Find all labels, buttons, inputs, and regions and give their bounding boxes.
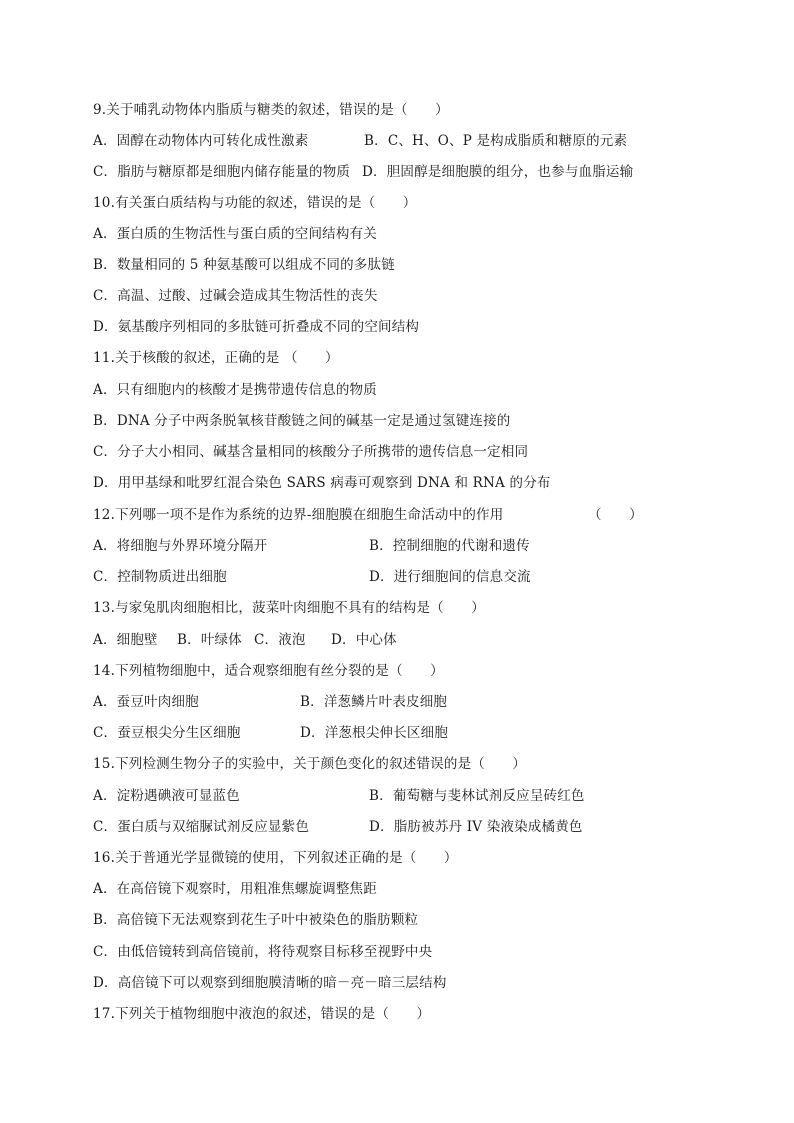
question-16-option-c: C．由低倍镜转到高倍镜前，将待观察目标移至视野中央 xyxy=(93,944,433,960)
question-14-option-b: B．洋葱鳞片叶表皮细胞 xyxy=(300,694,448,710)
question-12-answer-paren: （ ） xyxy=(588,507,643,523)
question-9-option-a: A．固醇在动物体内可转化成性激素 xyxy=(93,133,309,149)
question-15-option-b: B．葡萄糖与斐林试剂反应呈砖红色 xyxy=(369,788,585,804)
question-16-option-b: B．高倍镜下无法观察到花生子叶中被染色的脂肪颗粒 xyxy=(93,912,419,928)
question-10-stem: 10.有关蛋白质结构与功能的叙述，错误的是（ ） xyxy=(93,195,417,211)
question-14-option-c: C．蚕豆根尖分生区细胞 xyxy=(93,725,241,741)
question-13-stem: 13.与家兔肌肉细胞相比，菠菜叶肉细胞不具有的结构是（ ） xyxy=(93,600,485,616)
question-13-option-b: B．叶绿体 xyxy=(177,632,242,648)
question-13-option-d: D．中心体 xyxy=(331,632,397,648)
question-15-option-c: C．蛋白质与双缩脲试剂反应显紫色 xyxy=(93,819,310,835)
question-10-option-c: C．高温、过酸、过碱会造成其生物活性的丧失 xyxy=(93,288,378,304)
question-16-option-d: D．高倍镜下可以观察到细胞膜清晰的暗－亮－暗三层结构 xyxy=(93,975,447,991)
question-11-option-a: A．只有细胞内的核酸才是携带遗传信息的物质 xyxy=(93,382,377,398)
question-10-option-d: D．氨基酸序列相同的多肽链可折叠成不同的空间结构 xyxy=(93,319,420,335)
question-9-option-c: C．脂肪与糖原都是细胞内储存能量的物质 xyxy=(93,164,351,180)
question-14-option-a: A．蚕豆叶肉细胞 xyxy=(93,694,199,710)
question-12-option-d: D．进行细胞间的信息交流 xyxy=(369,569,531,585)
question-17-stem: 17.下列关于植物细胞中液泡的叙述，错误的是（ ） xyxy=(93,1006,431,1022)
question-15-option-d: D．脂肪被苏丹 IV 染液染成橘黄色 xyxy=(369,819,583,835)
question-14-stem: 14.下列植物细胞中，适合观察细胞有丝分裂的是（ ） xyxy=(93,663,444,679)
question-11-option-b: B．DNA 分子中两条脱氧核苷酸链之间的碱基一定是通过氢键连接的 xyxy=(93,413,511,429)
question-10-option-b: B．数量相同的 5 种氨基酸可以组成不同的多肽链 xyxy=(93,257,395,273)
question-14-option-d: D．洋葱根尖伸长区细胞 xyxy=(300,725,449,741)
question-13-option-a: A．细胞壁 xyxy=(93,632,158,648)
question-12-option-c: C．控制物质进出细胞 xyxy=(93,569,227,585)
question-16-option-a: A．在高倍镜下观察时，用粗准焦螺旋调整焦距 xyxy=(93,881,377,897)
question-15-option-a: A．淀粉遇碘液可显蓝色 xyxy=(93,788,240,804)
question-9-stem: 9.关于哺乳动物体内脂质与糖类的叙述，错误的是（ ） xyxy=(93,102,449,118)
question-11-stem: 11.关于核酸的叙述，正确的是 （ ） xyxy=(93,350,339,366)
question-11-option-d: D．用甲基绿和吡罗红混合染色 SARS 病毒可观察到 DNA 和 RNA 的分布 xyxy=(93,475,551,491)
question-9-option-d: D．胆固醇是细胞膜的组分，也参与血脂运输 xyxy=(362,164,634,180)
question-12-option-a: A．将细胞与外界环境分隔开 xyxy=(93,538,268,554)
question-10-option-a: A．蛋白质的生物活性与蛋白质的空间结构有关 xyxy=(93,226,377,242)
question-12-option-b: B．控制细胞的代谢和遗传 xyxy=(369,538,530,554)
question-9-option-b: B．C、H、O、P 是构成脂质和糖原的元素 xyxy=(364,133,628,149)
question-13-option-c: C．液泡 xyxy=(254,632,306,648)
question-12-stem: 12.下列哪一项不是作为系统的边界-细胞膜在细胞生命活动中的作用 xyxy=(93,507,504,523)
question-11-option-c: C．分子大小相同、碱基含量相同的核酸分子所携带的遗传信息一定相同 xyxy=(93,444,529,460)
question-16-stem: 16.关于普通光学显微镜的使用，下列叙述正确的是（ ） xyxy=(93,850,458,866)
question-15-stem: 15.下列检测生物分子的实验中，关于颜色变化的叙述错误的是（ ） xyxy=(93,756,527,772)
